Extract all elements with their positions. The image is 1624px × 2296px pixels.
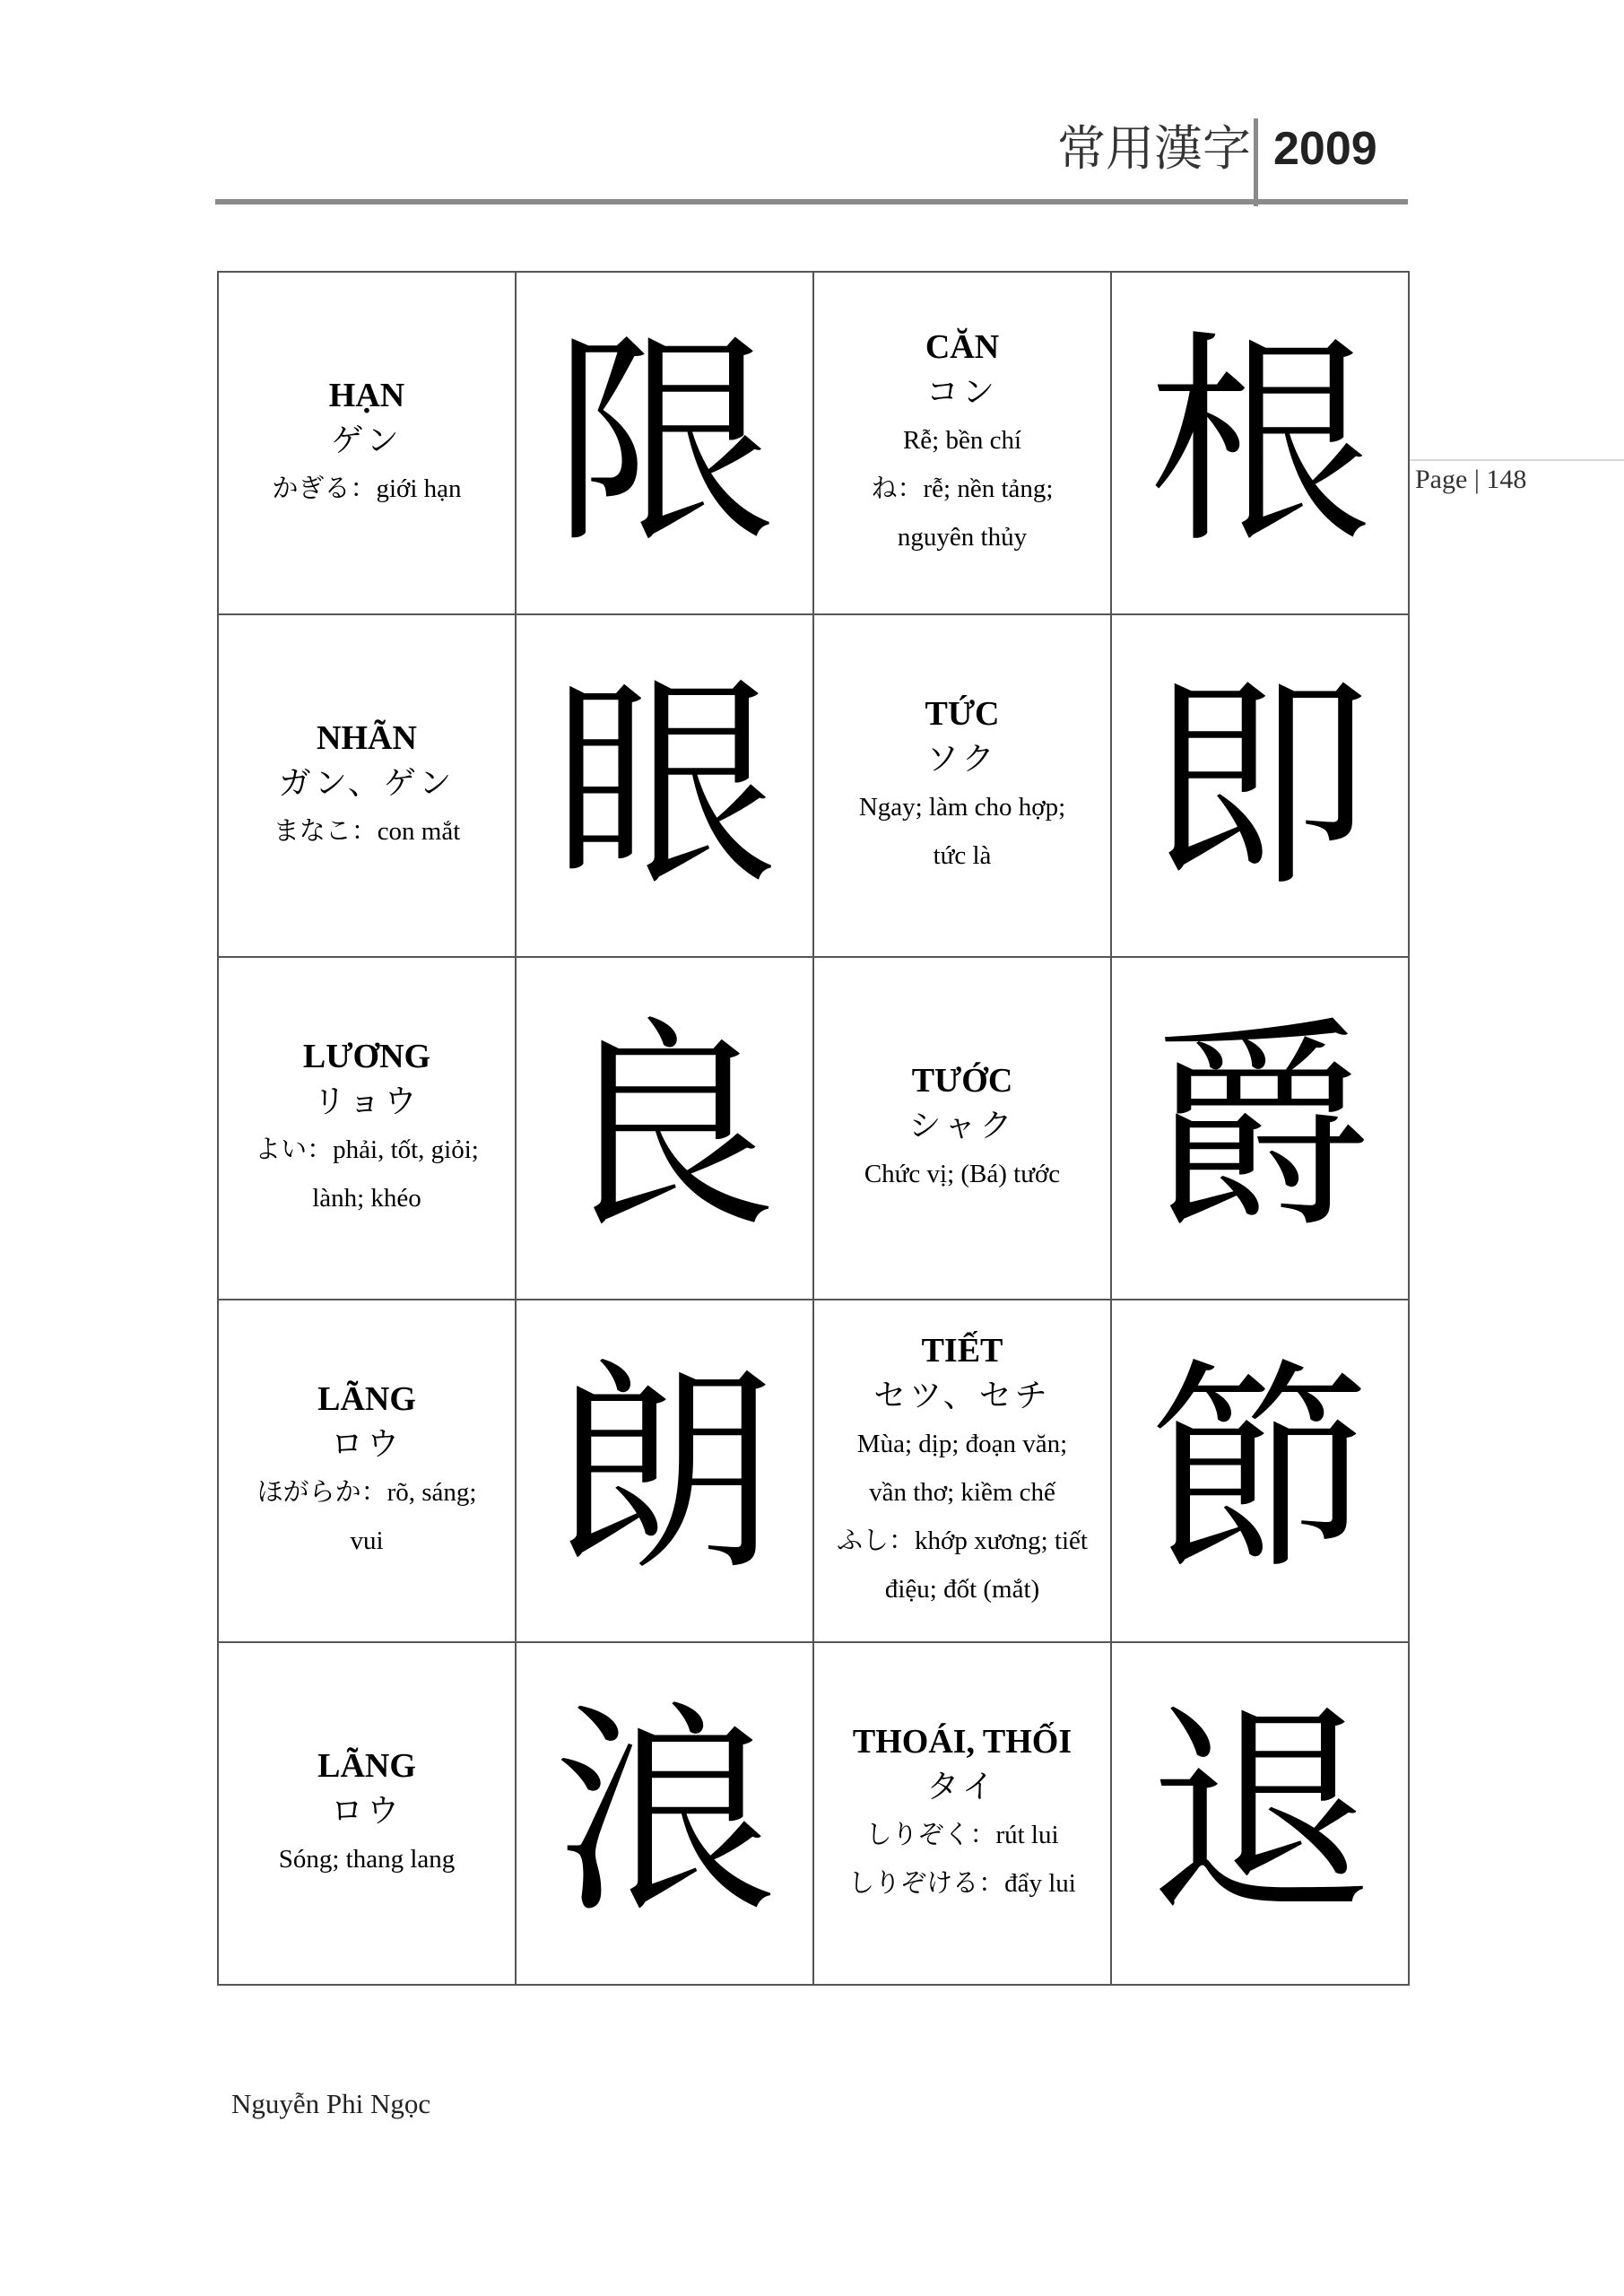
on-reading: ガン、ゲン: [278, 765, 456, 802]
table-row: [218, 1300, 1409, 1642]
kanji-cell: [516, 1300, 813, 1642]
header-rule: [215, 199, 1408, 204]
kanji-info-cell: [813, 957, 1111, 1300]
han-viet-reading: LÃNG: [317, 1747, 416, 1785]
on-reading: セツ、セチ: [873, 1378, 1051, 1414]
kanji-cell: [1111, 272, 1409, 614]
kanji-info-cell: [218, 1642, 516, 1985]
kanji-glyph: 即: [1148, 655, 1372, 916]
on-reading: タイ: [926, 1769, 998, 1805]
kanji-info-cell: [218, 1300, 516, 1642]
meaning-line: lành; khéo: [312, 1184, 421, 1213]
meaning-line: よい：phải, tốt, giỏi;: [255, 1135, 479, 1164]
header-divider: [1254, 118, 1258, 206]
han-viet-reading: TỨC: [925, 695, 1000, 733]
on-reading: ロウ: [330, 1793, 403, 1830]
kanji-glyph: 浪: [552, 1683, 777, 1944]
meaning-line: Sóng; thang lang: [278, 1845, 456, 1874]
kanji-info-cell: [813, 614, 1111, 957]
kanji-glyph: 根: [1148, 312, 1372, 573]
page-label-rule: [1410, 459, 1624, 461]
kanji-cell: [1111, 1300, 1409, 1642]
han-viet-reading: LƯƠNG: [302, 1038, 431, 1075]
kanji-info-cell: [218, 614, 516, 957]
meaning-line: まなこ：con mắt: [273, 817, 461, 846]
meaning-line: ね：rễ; nền tảng;: [871, 474, 1054, 503]
table-row: [218, 272, 1409, 614]
table-row: [218, 614, 1409, 957]
meaning-line: nguyên thủy: [897, 523, 1028, 552]
meaning-line: điệu; đốt (mắt): [884, 1575, 1040, 1604]
kanji-info-cell: [813, 1642, 1111, 1985]
header-year: 2009: [1273, 123, 1377, 175]
author-footer: Nguyễn Phi Ngọc: [231, 2088, 431, 2119]
han-viet-reading: THOÁI, THỐI: [852, 1723, 1073, 1761]
kanji-info-cell: [218, 957, 516, 1300]
han-viet-reading: NHÃN: [317, 719, 417, 757]
kanji-info-cell: [813, 1300, 1111, 1642]
on-reading: リョウ: [313, 1083, 421, 1120]
meaning-line: しりぞく：rút lui: [865, 1821, 1059, 1849]
on-reading: コン: [925, 374, 998, 411]
kanji-info-cell: [813, 272, 1111, 614]
han-viet-reading: TIẾT: [921, 1332, 1003, 1370]
kanji-glyph: 節: [1148, 1340, 1372, 1601]
on-reading: ゲン: [331, 422, 403, 459]
meaning-line: Chức vị; (Bá) tước: [864, 1160, 1061, 1188]
meaning-line: かぎる：giới hạn: [272, 474, 462, 503]
kanji-glyph: 限: [552, 312, 777, 573]
kanji-cell: [1111, 1642, 1409, 1985]
kanji-glyph: 朗: [552, 1340, 777, 1601]
kanji-cell: [1111, 957, 1409, 1300]
meaning-line: ほがらか：rõ, sáng;: [256, 1478, 477, 1507]
on-reading: ソク: [926, 741, 998, 778]
han-viet-reading: CĂN: [925, 328, 1000, 366]
meaning-line: Ngay; làm cho hợp;: [858, 793, 1066, 822]
meaning-line: Rễ; bền chí: [902, 426, 1022, 455]
meaning-line: しりぞける：đẩy lui: [848, 1869, 1076, 1898]
on-reading: シャク: [908, 1108, 1016, 1144]
kanji-glyph: 良: [552, 997, 777, 1258]
page-number: Page | 148: [1415, 465, 1527, 494]
kanji-info-cell: [218, 272, 516, 614]
meaning-line: vần thơ; kiềm chế: [869, 1478, 1055, 1507]
page-header: [215, 108, 1408, 206]
kanji-cell: [516, 614, 813, 957]
on-reading: ロウ: [330, 1426, 403, 1463]
meaning-line: ふし：khớp xương; tiết: [837, 1526, 1088, 1555]
meaning-line: tức là: [933, 841, 992, 870]
meaning-line: Mùa; dịp; đoạn văn;: [856, 1430, 1068, 1458]
kanji-grid: [217, 271, 1410, 1986]
header-title: 常用漢字: [1057, 120, 1251, 177]
table-row: [218, 1642, 1409, 1985]
han-viet-reading: TƯỚC: [911, 1062, 1013, 1100]
kanji-glyph: 爵: [1148, 997, 1372, 1258]
han-viet-reading: HẠN: [328, 377, 405, 414]
kanji-glyph: 眼: [552, 655, 777, 916]
kanji-glyph: 退: [1148, 1683, 1372, 1944]
meaning-line: vui: [350, 1526, 384, 1555]
kanji-cell: [516, 272, 813, 614]
kanji-cell: [516, 1642, 813, 1985]
han-viet-reading: LÃNG: [317, 1380, 416, 1418]
kanji-cell: [516, 957, 813, 1300]
kanji-cell: [1111, 614, 1409, 957]
table-row: [218, 957, 1409, 1300]
